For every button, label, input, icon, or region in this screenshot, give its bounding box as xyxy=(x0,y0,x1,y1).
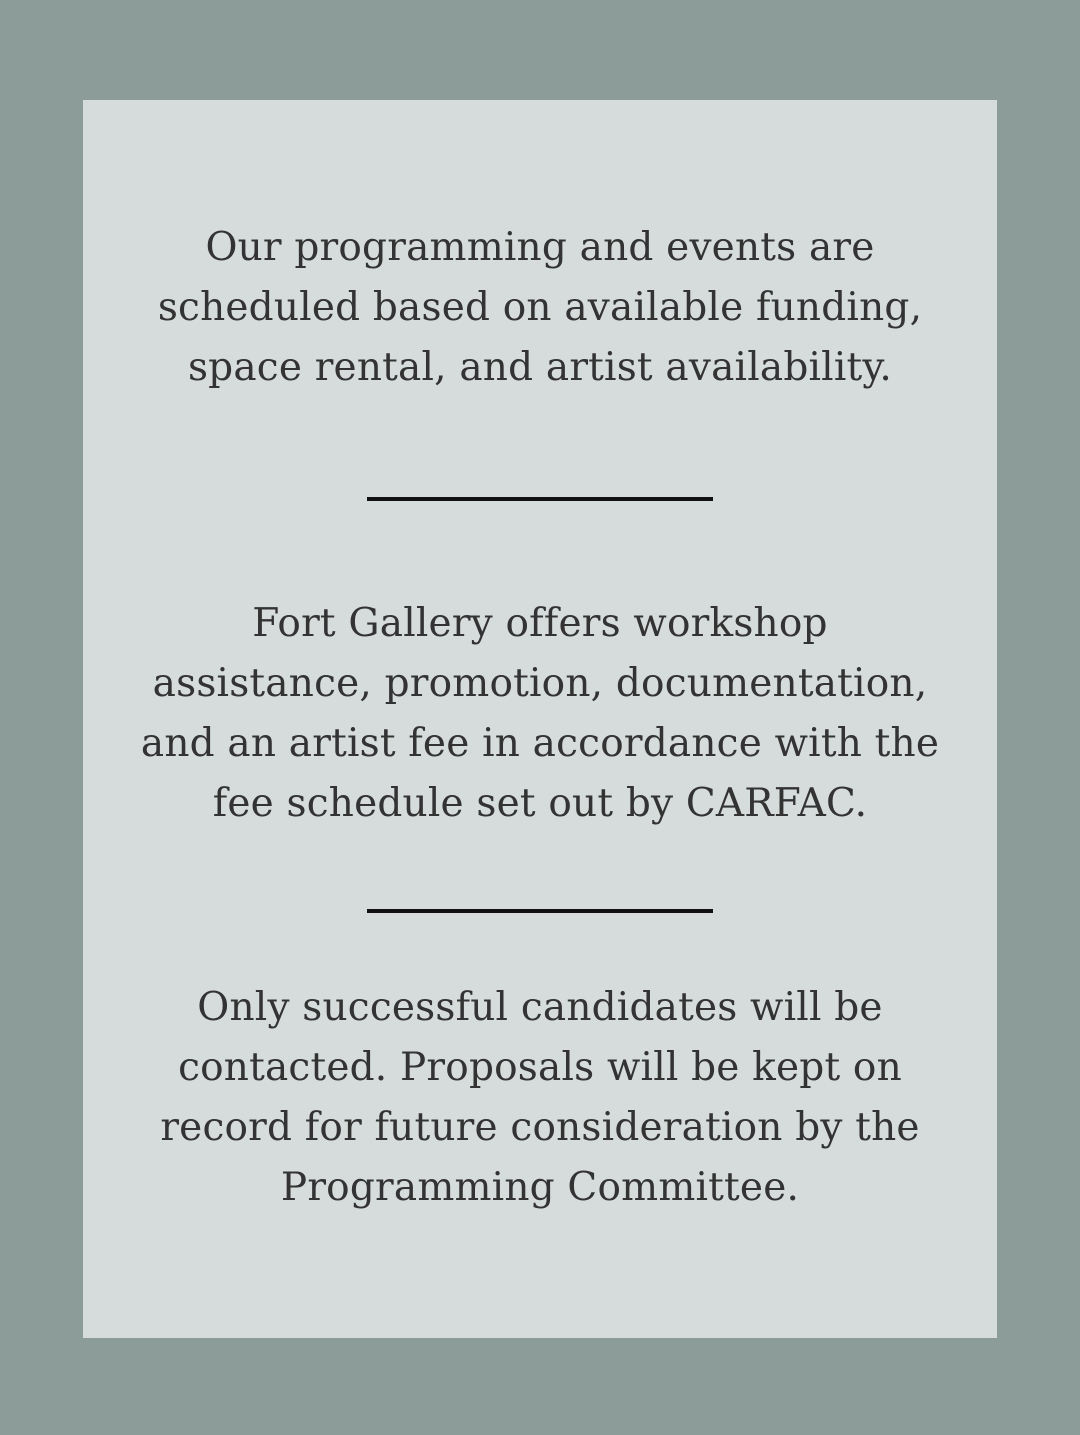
paragraph-line: Fort Gallery offers workshop xyxy=(252,601,828,646)
paragraph-line: contacted. Proposals will be kept on xyxy=(178,1045,902,1090)
section-divider xyxy=(367,909,713,913)
paragraph-line: record for future consideration by the xyxy=(160,1105,920,1150)
candidates-notice-paragraph xyxy=(83,978,997,1218)
section-divider xyxy=(367,497,713,501)
info-card xyxy=(83,100,997,1338)
paragraph-line: Our programming and events are xyxy=(205,225,875,270)
paragraph-line: fee schedule set out by CARFAC. xyxy=(212,781,868,826)
paragraph-line: and an artist fee in accordance with the xyxy=(140,721,940,766)
paragraph-line: scheduled based on available funding, xyxy=(157,285,923,330)
programming-schedule-paragraph xyxy=(83,218,997,398)
paragraph-line: Only successful candidates will be xyxy=(197,985,883,1030)
gallery-offers-paragraph xyxy=(83,594,997,834)
paragraph-line: space rental, and artist availability. xyxy=(187,345,893,390)
paragraph-line: Programming Committee. xyxy=(280,1165,800,1210)
paragraph-line: assistance, promotion, documentation, xyxy=(152,661,928,706)
